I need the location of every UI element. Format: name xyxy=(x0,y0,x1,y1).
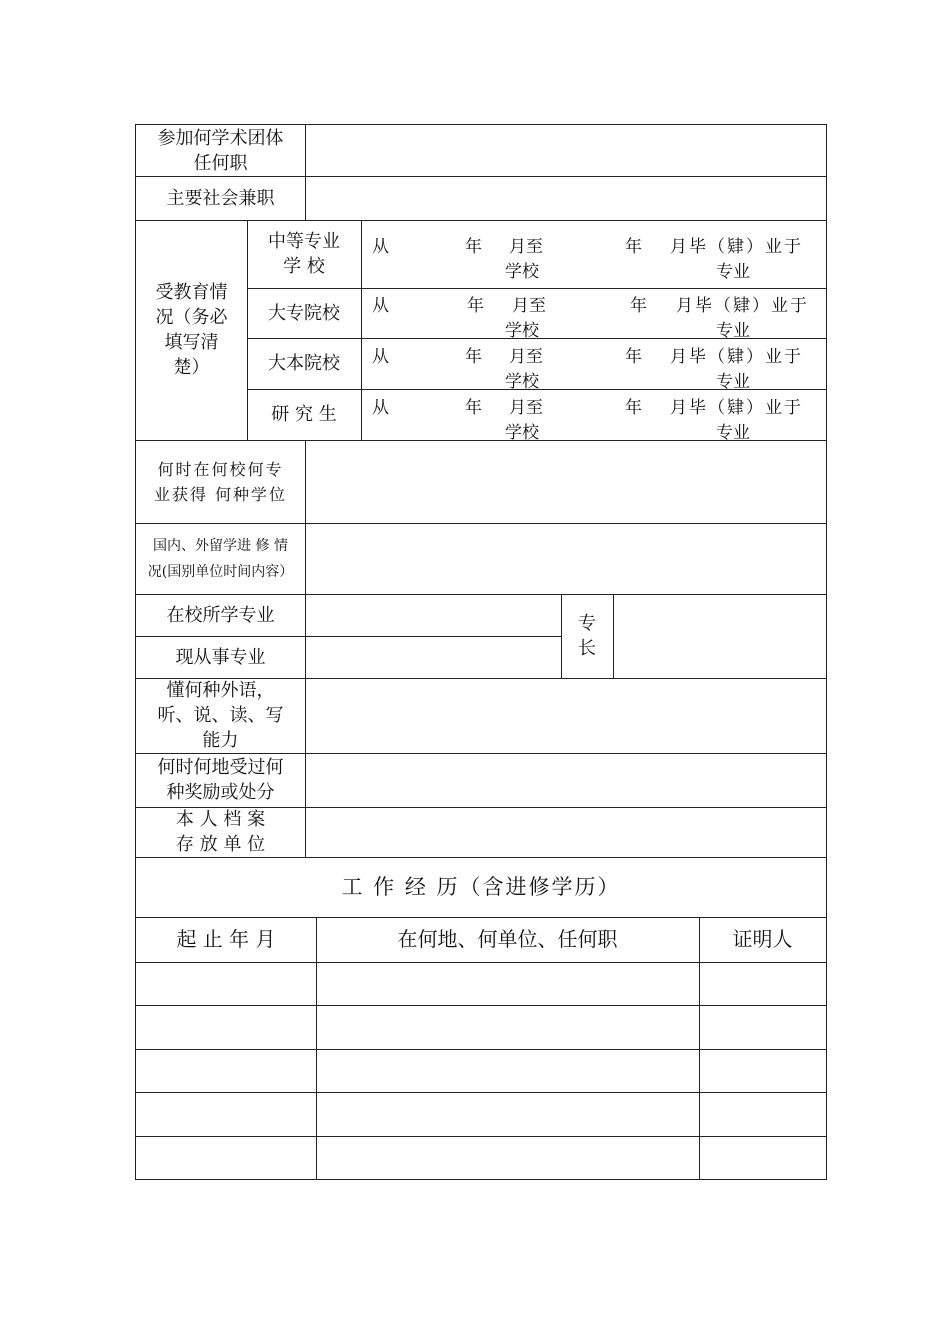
current-major-field[interactable] xyxy=(305,636,561,678)
table-row[interactable] xyxy=(136,962,826,1005)
archive-text: 本 人 档 案 存 放 单 位 xyxy=(175,809,266,855)
work-history-title-text: 工 作 经 历（含进修学历） xyxy=(341,874,621,899)
edu-school: 学校 xyxy=(505,262,539,282)
table-row[interactable] xyxy=(136,1136,826,1179)
edu-level-text: 研 究 生 xyxy=(271,404,337,425)
col-period-header xyxy=(136,917,316,962)
language-field[interactable] xyxy=(305,678,826,753)
edu-school: 学校 xyxy=(505,423,539,443)
edu-from: 从 xyxy=(372,296,389,316)
language-label xyxy=(136,678,305,753)
study-abroad-label xyxy=(136,523,305,594)
col-unit-text: 在何地、何单位、任何职 xyxy=(397,927,618,951)
edu-level-text: 大本院校 xyxy=(268,353,340,374)
education-label xyxy=(136,220,247,440)
edu-year-end: 年 xyxy=(630,296,647,316)
degree-info-text: 何时在何校何专 业获得 何种学位 xyxy=(153,459,288,504)
language-text: 懂何种外语， 听、说、读、写 能力 xyxy=(157,680,284,751)
edu-month-to: 月至 xyxy=(509,347,543,367)
edu-graduated-from: 月毕（肄）业于 xyxy=(670,398,803,418)
academic-group-label xyxy=(136,125,305,176)
awards-text: 何时何地受过何 种奖励或处分 xyxy=(157,757,284,803)
edu-year-start: 年 xyxy=(465,398,482,418)
academic-group-text: 参加何学术团体 任何职 xyxy=(157,127,284,174)
edu-year-end: 年 xyxy=(625,237,642,257)
study-abroad-text: 国内、外留学进 修 情 况(国别单位时间内容） xyxy=(147,537,294,580)
specialty-label xyxy=(561,594,613,678)
edu-school: 学校 xyxy=(505,321,539,341)
table-row[interactable] xyxy=(136,1005,826,1049)
degree-info-label xyxy=(136,440,305,523)
school-major-label xyxy=(136,594,305,636)
awards-field[interactable] xyxy=(305,753,826,807)
edu-level-college xyxy=(247,288,361,338)
archive-field[interactable] xyxy=(305,807,826,857)
edu-level-graduate xyxy=(247,389,361,440)
specialty-text: 专 长 xyxy=(578,613,596,659)
education-text: 受教育情 况（务必 填写清 楚） xyxy=(155,282,228,378)
edu-graduated-from: 月毕（肄）业于 xyxy=(670,237,803,257)
col-period-text: 起 止 年 月 xyxy=(176,927,276,951)
edu-year-end: 年 xyxy=(625,347,642,367)
edu-major: 专业 xyxy=(716,372,750,392)
edu-level-text: 中等专业 学 校 xyxy=(268,231,340,277)
edu-month-to: 月至 xyxy=(509,237,543,257)
edu-year-start: 年 xyxy=(465,237,482,257)
edu-major: 专业 xyxy=(716,423,750,443)
edu-year-end: 年 xyxy=(625,398,642,418)
degree-info-field[interactable] xyxy=(305,440,826,523)
edu-school: 学校 xyxy=(505,372,539,392)
specialty-field[interactable] xyxy=(613,594,826,678)
edu-from: 从 xyxy=(372,347,389,367)
edu-level-secondary xyxy=(247,220,361,288)
edu-from: 从 xyxy=(372,398,389,418)
edu-major: 专业 xyxy=(716,262,750,282)
school-major-text: 在校所学专业 xyxy=(166,604,275,626)
archive-label xyxy=(136,807,305,857)
academic-group-field[interactable] xyxy=(305,125,826,176)
social-part-time-label xyxy=(136,176,305,220)
current-major-text: 现从事专业 xyxy=(175,646,266,668)
edu-month-to: 月至 xyxy=(512,296,546,316)
edu-year-start: 年 xyxy=(467,296,484,316)
edu-level-bachelor xyxy=(247,338,361,389)
resume-form-table xyxy=(135,124,827,1180)
edu-from: 从 xyxy=(372,237,389,257)
edu-level-text: 大专院校 xyxy=(268,302,340,324)
edu-major: 专业 xyxy=(716,321,750,341)
study-abroad-field[interactable] xyxy=(305,523,826,594)
social-part-time-text: 主要社会兼职 xyxy=(166,187,275,209)
awards-label xyxy=(136,753,305,807)
edu-month-to: 月至 xyxy=(509,398,543,418)
table-row[interactable] xyxy=(136,1049,826,1092)
table-row[interactable] xyxy=(136,1092,826,1136)
school-major-field[interactable] xyxy=(305,594,561,636)
col-unit-header xyxy=(316,917,699,962)
edu-year-start: 年 xyxy=(465,347,482,367)
edu-graduated-from: 月毕（肄）业于 xyxy=(676,296,809,316)
col-witness-text: 证明人 xyxy=(732,927,793,951)
current-major-label xyxy=(136,636,305,678)
social-part-time-field[interactable] xyxy=(305,176,826,220)
work-history-title xyxy=(136,857,826,917)
edu-graduated-from: 月毕（肄）业于 xyxy=(670,347,803,367)
col-witness-header xyxy=(699,917,826,962)
